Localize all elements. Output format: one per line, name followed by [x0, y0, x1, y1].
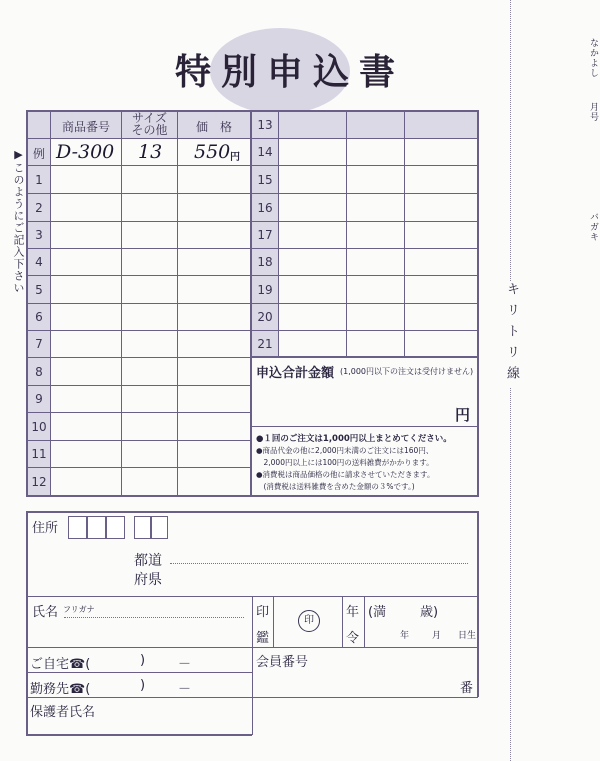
header-bg-right	[278, 110, 478, 138]
postal-code-box[interactable]	[134, 516, 151, 539]
age-label-1: 年	[346, 605, 360, 620]
seal-label-1: 印	[256, 605, 270, 620]
work-phone-close: )	[140, 678, 146, 693]
birth-month: 月	[432, 631, 442, 641]
row-number: 12	[31, 475, 47, 489]
address-label: 住所	[32, 521, 59, 536]
notice-line: ●１回のご注文は1,000円以上まとめてください。	[256, 434, 452, 444]
member-number-unit: 番	[460, 681, 474, 696]
notice-line: 2,000円以上には100円の送料雑費がかかります。	[256, 458, 434, 467]
row-number: 21	[257, 337, 273, 351]
row-number: 11	[31, 447, 47, 461]
row-number: 1	[35, 173, 43, 187]
birth-day: 日生	[458, 631, 477, 641]
row-number: 14	[257, 145, 273, 159]
row-number: 2	[35, 201, 43, 215]
prefecture-label-1: 都道	[134, 553, 162, 569]
postal-code-box[interactable]	[106, 516, 125, 539]
side-note: ▶このようにご記入下さい	[12, 148, 25, 294]
home-phone-close: )	[140, 653, 146, 668]
total-unit: 円	[455, 406, 471, 424]
notice-line: ●商品代金の他に2,000円未満のご注文には160円、	[256, 446, 434, 455]
total-amount-field[interactable]	[256, 382, 451, 422]
row-number: 4	[35, 255, 43, 269]
row-number: 17	[257, 228, 273, 242]
row-number: 8	[35, 365, 43, 379]
work-phone-dash: －	[178, 682, 192, 697]
edge-text: なかよし	[588, 38, 598, 78]
notice-line: ●消費税は商品価格の他に請求させていただきます。	[256, 470, 435, 479]
age-label-2: 令	[346, 631, 360, 646]
row-number: 16	[257, 201, 273, 215]
row-number: 3	[35, 228, 43, 242]
seal-mark: 印	[298, 610, 320, 632]
row-number: 6	[35, 310, 43, 324]
row-number: 18	[257, 255, 273, 269]
row-number: 10	[31, 420, 47, 434]
total-label: 申込合計金額	[256, 366, 335, 381]
postal-code-box[interactable]	[87, 516, 106, 539]
row-number: 13	[257, 118, 273, 132]
seal-label-2: 鑑	[256, 631, 270, 646]
example-price-unit: 円	[230, 152, 240, 163]
row-number: 5	[35, 283, 43, 297]
guardian-name-label: 保護者氏名	[30, 705, 96, 720]
prefecture-label-2: 府県	[134, 572, 162, 588]
work-phone-label: 勤務先☎(	[30, 682, 91, 697]
row-number: 15	[257, 173, 273, 187]
row-number: 19	[257, 283, 273, 297]
row-number: 9	[35, 392, 43, 406]
page-title: 特別申込書	[174, 52, 405, 93]
example-product-no: D-300	[56, 141, 115, 163]
total-note: (1,000円以下の注文は受付けません)	[340, 367, 474, 376]
postal-code-box[interactable]	[151, 516, 168, 539]
header-product-no: 商品番号	[61, 120, 110, 134]
edge-text: バガキ	[588, 212, 598, 242]
member-number-label: 会員番号	[256, 655, 309, 670]
home-phone-label: ご自宅☎(	[30, 657, 91, 672]
example-size: 13	[138, 141, 163, 163]
address-line[interactable]	[170, 563, 468, 564]
birth-year: 年	[400, 631, 410, 641]
header-price: 価 格	[195, 120, 232, 134]
notice-line: (消費税は送料雑費を含めた金額の３%です。)	[256, 482, 415, 491]
example-label: 例	[32, 147, 45, 161]
home-phone-dash: －	[178, 657, 192, 672]
furigana-label: フリガナ	[63, 605, 95, 614]
furigana-line[interactable]	[64, 617, 244, 618]
example-price: 550	[194, 141, 231, 163]
header-size: サイズ その他	[131, 111, 168, 137]
cut-line-label: キリトリ線	[504, 282, 519, 387]
postal-code-box[interactable]	[68, 516, 87, 539]
edge-text: 月号	[588, 102, 598, 122]
row-number: 7	[35, 337, 43, 351]
age-unit: 歳)	[420, 605, 439, 620]
row-number: 20	[257, 310, 273, 324]
age-open: (満	[368, 605, 387, 620]
name-label: 氏名	[32, 605, 59, 620]
